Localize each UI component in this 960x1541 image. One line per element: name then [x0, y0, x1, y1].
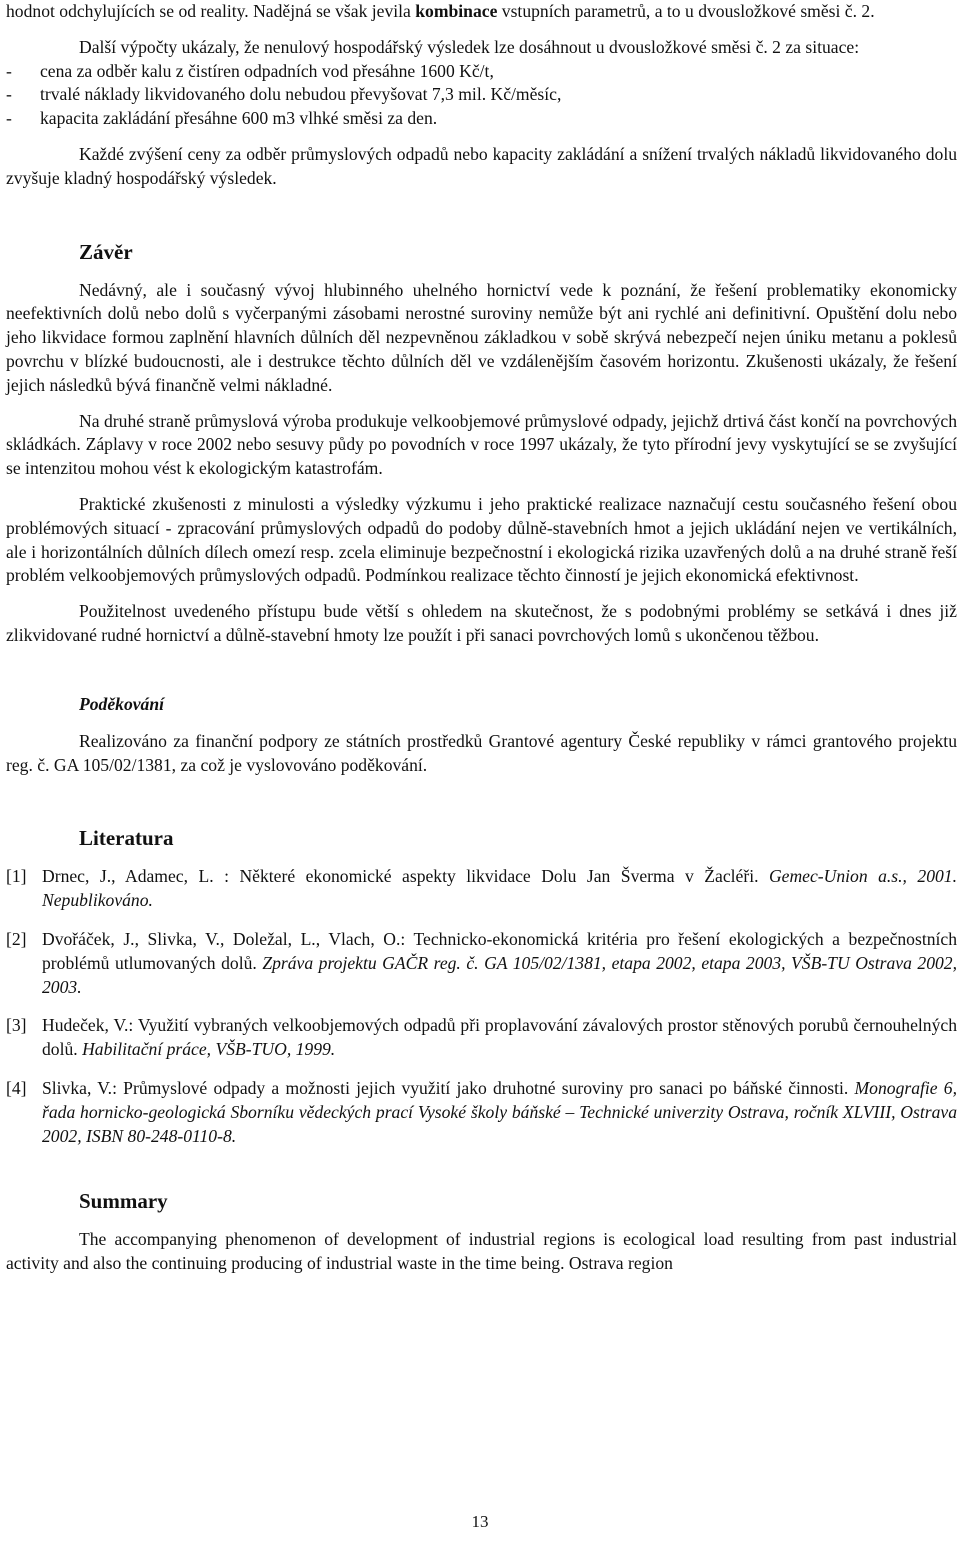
section-heading-summary: Summary — [79, 1189, 168, 1214]
reference-item: [3] Hudeček, V.: Využití vybraných velkoobjemových odpadů při proplavování závalových prostor stěnových porubů černouhelných dolů. Habilitační práce, VŠB-TUO, 1999. — [6, 1015, 957, 1060]
document-page — [6, 0, 957, 1276]
condition-list — [6, 60, 957, 131]
zaver-paragraph: Použitelnost uvedeného přístupu bude větší s ohledem na skutečnost, že s podobnými problémy se setkává i dnes již zlikvidované rudné hornictví a důlně-stavební hmoty lze použít i při sanaci povrchových lomů s ukončenou těžbou. — [6, 601, 957, 645]
intro-text-end: vstupních parametrů, a to u dvousložkové směsi č. 2. — [497, 1, 875, 21]
list-item: - kapacita zakládání přesáhne 600 m3 vlhké směsi za den. — [6, 108, 438, 129]
summary-text: The accompanying phenomenon of development of industrial regions is ecological load resulting from past industrial activity and also the continuing producing of industrial waste in the time being. Ostrava region — [6, 1229, 957, 1274]
list-item: - cena za odběr kalu z čistíren odpadních vod přesáhne 1600 Kč/t, — [6, 60, 494, 81]
increase-paragraph: Každé zvýšení ceny za odběr průmyslových odpadů nebo kapacity zakládání a snížení trvalých nákladů likvidovaného dolu zvyšuje kladný hospodářský výsledek. — [6, 143, 957, 188]
zaver-paragraph: Na druhé straně průmyslová výroba produkuje velkoobjemové průmyslové odpady, jejichž drtivá část končí na povrchových skládkách. Záplavy v roce 2002 nebo sesuvy půdy po povodních v roce 1997 ukázaly, že tyto přírodní jevy vyskytující se se zvyšující se intenzitou mohou vést k ekologickým katastrofám. — [6, 410, 957, 479]
section-heading-zaver: Závěr — [79, 239, 133, 264]
list-item: - trvalé náklady likvidovaného dolu nebudou převyšovat 7,3 mil. Kč/měsíc, — [6, 84, 562, 105]
intro-text: hodnot odchylujících se od reality. Nadějná se však jevila — [6, 1, 416, 21]
calc-paragraph: Další výpočty ukázaly, že nenulový hospodářský výsledek lze dosáhnout u dvousložkové směsi č. 2 za situace: — [79, 36, 860, 57]
intro-continuation — [6, 0, 957, 24]
section-heading-literatura: Literatura — [79, 826, 174, 851]
reference-list — [6, 865, 957, 1148]
section-heading-podekovani: Poděkování — [79, 693, 165, 714]
reference-item: [1] Drnec, J., Adamec, L. : Některé ekonomické aspekty likvidace Dolu Jan Šverma v Žacléři. Gemec-Union a.s., 2001. Nepublikováno. — [6, 866, 957, 911]
reference-item: [4] Slivka, V.: Průmyslové odpady a možnosti jejich využití jako druhotné suroviny pro sanaci po báňské činnosti. Monografie 6, řada hornicko-geologická Sborníku vědeckých prací Vysoké školy báňské – Technické univerzity Ostrava, ročník XLVIII, Ostrava 2002, ISBN 80-248-0110-8. — [6, 1077, 958, 1146]
page-number: 13 — [471, 1512, 489, 1531]
zaver-paragraph: Nedávný, ale i současný vývoj hlubinného uhelného hornictví vede k poznání, že řešení problematiky ekonomicky neefektivních dolů nebo dolů s vyčerpanými zásobami nerostné suroviny nemůže být ani rychlé ani definitivní. Opuštění dolu nebo jeho likvidace formou zaplnění hlavních důlních děl nezpevněnou základkou v sobě skrývá nebezpečí nejen úniku metanu a poklesů povrchu v blízké budoucnosti, ale i destrukce těchto důlních děl ve vzdálenějším časovém horizontu. Zkušenosti ukázaly, že řešení jejich následků bývá finančně velmi nákladné. — [6, 279, 957, 395]
reference-item: [2] Dvořáček, J., Slivka, V., Doležal, L., Vlach, O.: Technicko-ekonomická kritéria pro řešení ekologických a bezpečnostních problémů utlumovaných dolů. Zpráva projektu GAČR reg. č. GA 105/02/1381, etapa 2002, etapa 2003, VŠB-TU Ostrava 2002, 2003. — [6, 928, 957, 997]
acknowledgement-text: Realizováno za finanční podpory ze státních prostředků Grantové agentury České republiky v rámci grantového projektu reg. č. GA 105/02/1381, za což je vyslovováno poděkování. — [6, 730, 957, 775]
zaver-paragraph: Praktické zkušenosti z minulosti a výsledky výzkumu i jeho praktické realizace naznačují cestu současného řešení obou problémových situací - zpracování průmyslových odpadů do podoby důlně-stavebních hmot a jejich ukládání nejen ve vertikálních, ale i horizontálních důlních dílech omezí resp. zcela eliminuje bezpečnostní i ekologická rizika uzavřených dolů a na druhé straně řeší problém velkoobjemových průmyslových odpadů. Podmínkou realizace těchto činností je jejich ekonomická efektivnost. — [6, 493, 957, 586]
intro-bold-term: kombinace — [415, 1, 498, 21]
